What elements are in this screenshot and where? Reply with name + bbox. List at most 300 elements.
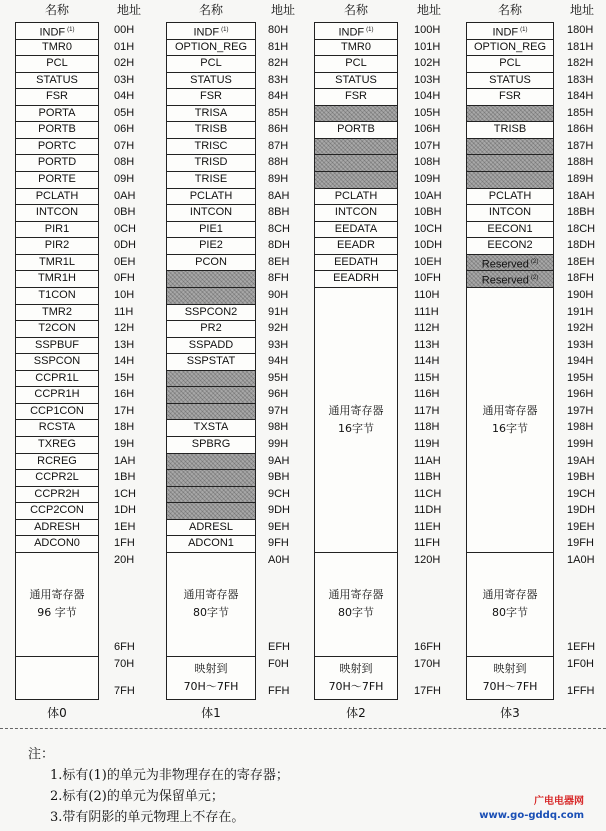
- register-pcl: [314, 55, 398, 73]
- watermark-line-1: 广电电器网: [534, 796, 584, 807]
- address-label-1-gps: A0H: [268, 553, 290, 566]
- register-tmr1l: [15, 254, 99, 272]
- register-pir2: [15, 237, 99, 255]
- register-name: ADCON1: [188, 537, 234, 550]
- gp16-line-2: 16字节: [492, 421, 528, 435]
- register-name: FSR: [345, 90, 367, 103]
- register-portc: [15, 138, 99, 156]
- register-trise: [166, 171, 256, 189]
- address-label-1-27: 9BH: [268, 471, 290, 484]
- unimplemented-register-cell: [166, 287, 256, 305]
- name-column-header: 名称: [198, 3, 223, 17]
- address-label-2-g9: 119H: [414, 438, 440, 450]
- register-adcon0: [15, 535, 99, 553]
- register-name: Reserved: [481, 258, 529, 271]
- name-column-header: 名称: [497, 3, 522, 17]
- address-label-2-g11: 11BH: [414, 471, 441, 484]
- register-name: PORTA: [38, 106, 76, 119]
- address-label-1-2: 82H: [268, 57, 289, 70]
- register-intcon: [15, 204, 99, 222]
- address-label-2-13: 10DH: [414, 239, 443, 252]
- address-label-2-0: 100H: [414, 24, 441, 36]
- footnote-marker: (2): [530, 275, 539, 282]
- register-option_reg: [466, 39, 554, 57]
- address-label-2-7: 107H: [414, 139, 441, 152]
- register-pclath: [166, 188, 256, 206]
- register-ccp2con: [15, 502, 99, 520]
- address-label-3-7: 187H: [567, 139, 594, 152]
- register-adresh: [15, 519, 99, 537]
- register-name: TMR0: [341, 40, 371, 53]
- register-tmr1h: [15, 270, 99, 288]
- register-name: EECON1: [487, 222, 533, 235]
- address-label-0-4: 04H: [114, 90, 135, 103]
- address-label-0-25: 19H: [114, 438, 135, 450]
- unimplemented-register-cell: [166, 469, 256, 487]
- register-tmr0: [314, 39, 398, 57]
- address-label-1-22: 96H: [268, 388, 289, 401]
- gp-label: [483, 586, 538, 622]
- address-label-0-30: 1EH: [114, 520, 136, 533]
- register-name: TXSTA: [193, 421, 229, 434]
- register-eeadrh: [314, 270, 398, 288]
- gp16-label: [483, 402, 538, 438]
- address-label-3-13: 18DH: [567, 239, 596, 252]
- address-label-0-19: 13H: [114, 338, 135, 351]
- address-label-1-8: 88H: [268, 156, 289, 169]
- address-label-2-14: 10EH: [414, 255, 442, 268]
- address-label-1-16: 90H: [268, 288, 289, 301]
- address-label-0-9: 09H: [114, 173, 135, 186]
- register-name: CCPR1L: [35, 371, 79, 384]
- address-label-0-29: 1DH: [114, 504, 137, 517]
- register-indf: [166, 22, 256, 40]
- register-name: STATUS: [190, 73, 232, 86]
- address-label-1-31: 9FH: [268, 537, 289, 550]
- register-porte: [15, 171, 99, 189]
- address-label-3-g11: 19BH: [567, 471, 595, 484]
- footnote-marker: (1): [221, 27, 229, 33]
- address-label-1-gpe: EFH: [268, 641, 290, 653]
- register-ccp1con: [15, 403, 99, 421]
- address-label-1-24: 98H: [268, 421, 289, 434]
- address-label-1-12: 8CH: [268, 222, 291, 235]
- address-label-2-15: 10FH: [414, 272, 441, 285]
- register-intcon: [466, 204, 554, 222]
- address-label-0-16: 10H: [114, 288, 135, 301]
- address-label-1-28: 9CH: [268, 487, 291, 500]
- address-label-0-31: 1FH: [114, 537, 135, 550]
- register-sspstat: [166, 353, 256, 371]
- unimplemented-register-cell: [314, 154, 398, 172]
- address-label-2-g0: 110H: [414, 288, 440, 301]
- note-line-3: 3.带有阴影的单元物理上不存在。: [50, 810, 245, 825]
- address-label-3-g8: 198H: [567, 421, 594, 434]
- register-name: TRISA: [194, 106, 228, 119]
- register-txreg: [15, 436, 99, 454]
- address-label-3-g13: 19DH: [567, 504, 596, 517]
- register-name: TXREG: [38, 438, 76, 450]
- register-tmr0: [15, 39, 99, 57]
- register-name: CCP2CON: [30, 504, 84, 517]
- address-label-1-14: 8EH: [268, 255, 290, 268]
- register-name: PCLATH: [189, 189, 233, 202]
- address-column-header: 地址: [569, 3, 594, 17]
- register-name: TMR1L: [38, 255, 76, 268]
- gp16-line-1: 通用寄存器: [482, 403, 538, 417]
- separator-line: [0, 728, 606, 729]
- register-name: TRISE: [194, 173, 228, 186]
- register-name: CCPR1H: [34, 388, 80, 401]
- notes-title: 注：: [28, 747, 55, 762]
- register-name: INTCON: [189, 206, 233, 219]
- register-sspcon2: [166, 304, 256, 322]
- address-label-3-g5: 195H: [567, 371, 594, 384]
- address-label-0-10: 0AH: [114, 189, 136, 202]
- register-name: CCPR2H: [34, 487, 80, 500]
- register-intcon: [166, 204, 256, 222]
- register-fsr: [15, 88, 99, 106]
- register-name: ADCON0: [34, 537, 80, 550]
- gp-label: [30, 586, 85, 622]
- register-pcl: [15, 55, 99, 73]
- address-label-3-10: 18AH: [567, 189, 595, 202]
- address-label-1-20: 94H: [268, 355, 289, 368]
- mirror-label: [329, 660, 384, 696]
- register-sspbuf: [15, 337, 99, 355]
- unimplemented-register-cell: [166, 270, 256, 288]
- address-label-0-gps: 20H: [114, 553, 135, 566]
- address-label-2-6: 106H: [414, 123, 441, 136]
- note-line-1: 1.标有(1)的单元为非物理存在的寄存器；: [50, 768, 289, 783]
- address-label-3-3: 183H: [567, 73, 594, 86]
- register-name: PCLATH: [488, 189, 532, 202]
- address-label-0-ms: 70H: [114, 658, 135, 670]
- address-label-3-4: 184H: [567, 90, 594, 103]
- mirror-label: [184, 660, 239, 696]
- address-label-1-0: 80H: [268, 24, 289, 36]
- register-name: INDF: [338, 26, 365, 39]
- unimplemented-register-cell: [166, 403, 256, 421]
- address-label-0-11: 0BH: [114, 206, 136, 219]
- register-adcon1: [166, 535, 256, 553]
- address-label-2-g13: 11DH: [414, 504, 442, 517]
- register-pclath: [15, 188, 99, 206]
- register-ccpr2l: [15, 469, 99, 487]
- register-indf: [466, 22, 554, 40]
- common-ram-area: [166, 656, 256, 700]
- register-name: INDF: [492, 26, 519, 39]
- address-label-1-30: 9EH: [268, 520, 290, 533]
- register-porta: [15, 105, 99, 123]
- address-label-1-26: 9AH: [268, 454, 290, 467]
- address-label-2-5: 105H: [414, 106, 441, 119]
- register-pcl: [166, 55, 256, 73]
- unimplemented-register-cell: [166, 453, 256, 471]
- address-label-3-ms: 1F0H: [567, 658, 594, 670]
- unimplemented-register-cell: [166, 486, 256, 504]
- address-label-0-me: 7FH: [114, 685, 135, 697]
- register-name: PCL: [499, 57, 521, 70]
- unimplemented-register-cell: [166, 502, 256, 520]
- unimplemented-register-cell: [466, 105, 554, 123]
- unimplemented-register-cell: [314, 138, 398, 156]
- register-sspadd: [166, 337, 256, 355]
- footnote-marker: (1): [366, 27, 374, 33]
- watermark-logo: [479, 795, 584, 823]
- address-label-1-6: 86H: [268, 123, 289, 136]
- register-name: EECON2: [487, 239, 533, 252]
- register-trisd: [166, 154, 256, 172]
- general-purpose-16-bytes: [466, 287, 554, 553]
- address-label-1-7: 87H: [268, 139, 289, 152]
- gp-line-1: 通用寄存器: [183, 588, 239, 602]
- address-label-0-15: 0FH: [114, 272, 135, 285]
- address-label-3-g7: 197H: [567, 404, 594, 417]
- register-pclath: [466, 188, 554, 206]
- mirror-line-1: 映射到: [493, 662, 527, 675]
- address-label-2-g7: 117H: [414, 404, 440, 417]
- register-status: [15, 72, 99, 90]
- register-name: TMR0: [42, 40, 72, 53]
- notes: [28, 744, 289, 828]
- address-label-2-g2: 112H: [414, 322, 440, 335]
- register-status: [466, 72, 554, 90]
- address-label-1-23: 97H: [268, 404, 289, 417]
- register-indf: [15, 22, 99, 40]
- address-label-1-3: 83H: [268, 73, 289, 86]
- address-label-3-9: 189H: [567, 173, 594, 186]
- register-name: PORTD: [37, 156, 77, 169]
- address-label-2-g12: 11CH: [414, 487, 442, 500]
- address-label-0-24: 18H: [114, 421, 135, 434]
- register-name: TRISC: [194, 139, 228, 152]
- address-label-2-g5: 115H: [414, 371, 440, 384]
- register-name: INTCON: [334, 206, 378, 219]
- register-name: ADRESL: [188, 520, 234, 533]
- register-sspcon: [15, 353, 99, 371]
- name-column-header: 名称: [44, 3, 69, 17]
- register-name: INDF: [39, 26, 66, 39]
- register-name: PCLATH: [334, 189, 378, 202]
- address-label-2-g8: 118H: [414, 421, 440, 434]
- address-column-header: 地址: [270, 3, 295, 17]
- address-label-0-22: 16H: [114, 388, 135, 401]
- address-label-1-15: 8FH: [268, 272, 289, 285]
- address-label-2-9: 109H: [414, 173, 441, 186]
- register-trisb: [166, 121, 256, 139]
- general-purpose-registers: [166, 552, 256, 657]
- address-label-0-20: 14H: [114, 355, 135, 368]
- address-label-3-g9: 199H: [567, 438, 594, 450]
- address-label-3-5: 185H: [567, 106, 594, 119]
- gp-line-2: 80字节: [193, 606, 229, 620]
- address-label-0-13: 0DH: [114, 239, 137, 252]
- register-adresl: [166, 519, 256, 537]
- register-fsr: [166, 88, 256, 106]
- register-name: PORTB: [38, 123, 76, 136]
- address-label-0-17: 11H: [114, 305, 134, 318]
- register-name: T1CON: [38, 288, 76, 301]
- address-label-3-g14: 19EH: [567, 520, 595, 533]
- register-portb: [314, 121, 398, 139]
- register-name: Reserved: [481, 275, 529, 288]
- register-name: TMR2: [42, 305, 72, 318]
- register-name: STATUS: [36, 73, 78, 86]
- register-name: SSPSTAT: [186, 355, 236, 368]
- register-trisa: [166, 105, 256, 123]
- address-label-0-3: 03H: [114, 73, 135, 86]
- address-label-1-ms: F0H: [268, 658, 289, 670]
- address-label-3-g2: 192H: [567, 322, 594, 335]
- register-status: [314, 72, 398, 90]
- address-label-0-0: 00H: [114, 24, 135, 36]
- register-name: PIR1: [44, 222, 70, 235]
- address-label-0-2: 02H: [114, 57, 135, 70]
- gp-line-1: 通用寄存器: [482, 588, 538, 602]
- address-label-0-27: 1BH: [114, 471, 136, 484]
- address-label-2-3: 103H: [414, 73, 441, 86]
- unimplemented-register-cell: [314, 105, 398, 123]
- address-label-3-g1: 191H: [567, 305, 594, 318]
- address-label-1-18: 92H: [268, 322, 289, 335]
- address-label-2-4: 104H: [414, 90, 441, 103]
- footnote-marker: (2): [530, 258, 539, 265]
- address-label-3-2: 182H: [567, 57, 594, 70]
- address-label-0-12: 0CH: [114, 222, 137, 235]
- address-label-2-gpe: 16FH: [414, 641, 441, 653]
- register-intcon: [314, 204, 398, 222]
- unimplemented-register-cell: [466, 171, 554, 189]
- address-label-0-7: 07H: [114, 139, 135, 152]
- address-label-0-1: 01H: [114, 40, 135, 53]
- register-name: FSR: [499, 90, 521, 103]
- register-trisb: [466, 121, 554, 139]
- register-eecon2: [466, 237, 554, 255]
- address-label-3-14: 18EH: [567, 255, 595, 268]
- register-name: PCL: [46, 57, 68, 70]
- address-label-1-29: 9DH: [268, 504, 291, 517]
- address-label-2-10: 10AH: [414, 189, 442, 202]
- register-indf: [314, 22, 398, 40]
- register-name: EEADR: [337, 239, 375, 252]
- register-name: TRISB: [194, 123, 228, 136]
- mirror-line-2: 70H～7FH: [482, 680, 538, 693]
- register-name: OPTION_REG: [174, 40, 248, 53]
- register-reserved: [466, 254, 554, 272]
- bank-label: 体0: [47, 706, 67, 720]
- mirror-line-1: 映射到: [194, 662, 228, 675]
- address-label-1-1: 81H: [268, 40, 289, 53]
- register-name: RCREG: [37, 454, 77, 467]
- register-spbrg: [166, 436, 256, 454]
- register-name: PCLATH: [35, 189, 79, 202]
- common-ram-area: [314, 656, 398, 700]
- address-label-3-g3: 193H: [567, 338, 594, 351]
- address-label-3-g0: 190H: [567, 288, 594, 301]
- register-name: PCL: [345, 57, 367, 70]
- register-name: STATUS: [335, 73, 377, 86]
- register-name: PIE1: [199, 222, 223, 235]
- register-name: PORTB: [337, 123, 375, 136]
- address-label-2-ms: 170H: [414, 658, 441, 670]
- note-line-2: 2.标有(2)的单元为保留单元；: [50, 789, 224, 804]
- register-status: [166, 72, 256, 90]
- address-label-2-me: 17FH: [414, 685, 441, 697]
- register-name: CCP1CON: [30, 404, 84, 417]
- register-t2con: [15, 320, 99, 338]
- gp-line-1: 通用寄存器: [29, 588, 85, 602]
- address-label-3-6: 186H: [567, 123, 594, 136]
- register-name: PCL: [200, 57, 222, 70]
- register-pir1: [15, 221, 99, 239]
- common-ram-area: [15, 656, 99, 700]
- address-label-2-g1: 111H: [414, 305, 439, 318]
- register-eeadr: [314, 237, 398, 255]
- unimplemented-register-cell: [166, 386, 256, 404]
- register-name: ADRESH: [34, 520, 80, 533]
- register-portb: [15, 121, 99, 139]
- register-portd: [15, 154, 99, 172]
- register-pie1: [166, 221, 256, 239]
- register-name: TRISB: [493, 123, 527, 136]
- address-label-2-8: 108H: [414, 156, 441, 169]
- register-ccpr1h: [15, 386, 99, 404]
- register-name: SSPCON: [33, 355, 81, 368]
- address-label-3-0: 180H: [567, 24, 594, 36]
- address-label-2-g3: 113H: [414, 338, 440, 351]
- unimplemented-register-cell: [466, 154, 554, 172]
- address-label-3-gps: 1A0H: [567, 553, 595, 566]
- address-label-0-14: 0EH: [114, 255, 136, 268]
- address-label-3-me: 1FFH: [567, 685, 595, 697]
- address-label-0-21: 15H: [114, 371, 135, 384]
- register-name: PIE2: [199, 239, 223, 252]
- unimplemented-register-cell: [314, 171, 398, 189]
- general-purpose-registers: [15, 552, 99, 657]
- register-name: SSPCON2: [184, 305, 238, 318]
- register-name: INDF: [193, 26, 220, 39]
- gp16-label: [329, 402, 384, 438]
- register-name: EEADRH: [333, 272, 379, 285]
- address-label-3-g4: 194H: [567, 355, 594, 368]
- address-label-2-2: 102H: [414, 57, 441, 70]
- address-label-0-6: 06H: [114, 123, 135, 136]
- address-label-1-21: 95H: [268, 371, 289, 384]
- register-name: SSPADD: [188, 338, 234, 351]
- address-label-3-g15: 19FH: [567, 537, 594, 550]
- address-label-1-13: 8DH: [268, 239, 291, 252]
- register-name: SSPBUF: [34, 338, 79, 351]
- register-name: TMR1H: [38, 272, 76, 285]
- gp-label: [184, 586, 239, 622]
- unimplemented-register-cell: [466, 138, 554, 156]
- address-label-1-17: 91H: [268, 305, 289, 318]
- register-ccpr1l: [15, 370, 99, 388]
- address-label-2-g14: 11EH: [414, 520, 441, 533]
- bank-label: 体1: [201, 706, 221, 720]
- address-label-1-19: 93H: [268, 338, 289, 351]
- register-tmr2: [15, 304, 99, 322]
- register-reserved: [466, 270, 554, 288]
- register-fsr: [314, 88, 398, 106]
- general-purpose-registers: [466, 552, 554, 657]
- register-eedath: [314, 254, 398, 272]
- address-label-1-me: FFH: [268, 685, 290, 697]
- register-option_reg: [166, 39, 256, 57]
- general-purpose-16-bytes: [314, 287, 398, 553]
- register-name: OPTION_REG: [473, 40, 547, 53]
